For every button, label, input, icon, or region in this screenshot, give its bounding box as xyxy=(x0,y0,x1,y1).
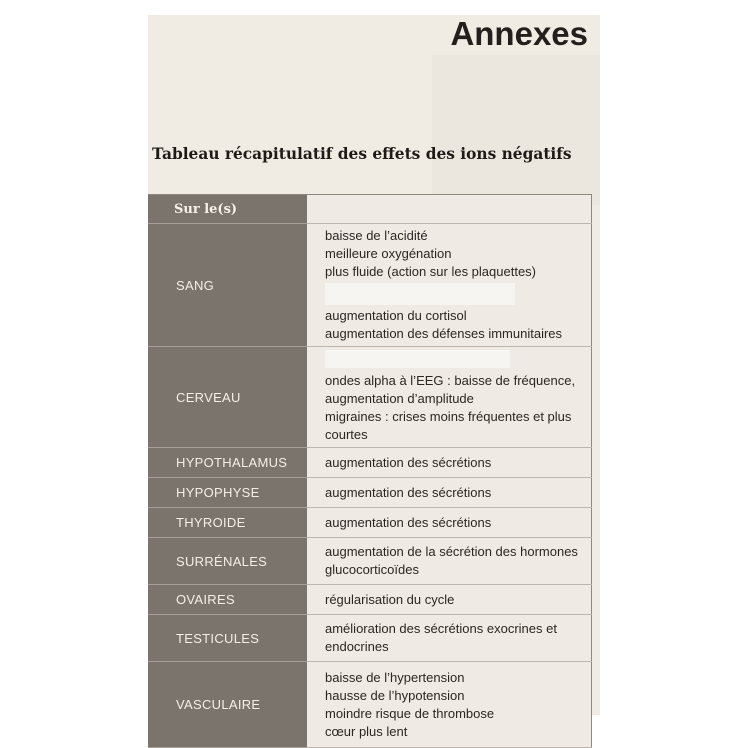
table-header-row xyxy=(148,195,591,224)
effect-item: augmentation des sécrétions xyxy=(325,484,492,500)
effect-item: cœur plus lent xyxy=(325,723,408,739)
organ-label: TESTICULES xyxy=(148,615,307,662)
effects-cell xyxy=(307,585,591,615)
effects-cell xyxy=(307,478,591,508)
table-row-thyroide xyxy=(148,508,591,538)
page-shade xyxy=(432,55,600,205)
effects-table xyxy=(148,194,592,748)
effect-item: régularisation du cycle xyxy=(325,591,455,607)
table-row-surrenales xyxy=(148,538,591,585)
blank-patch xyxy=(325,283,515,305)
organ-label: CERVEAU xyxy=(148,347,307,448)
effect-item: baisse de l’hypertension xyxy=(325,669,465,685)
organ-label: OVAIRES xyxy=(148,585,307,615)
table-row-cerveau xyxy=(148,347,591,448)
blank-patch xyxy=(325,350,510,368)
effect-item: hausse de l’hypotension xyxy=(325,687,465,703)
effects-cell xyxy=(307,615,591,662)
table-title: Tableau récapitulatif des effets des ions négatifs xyxy=(152,145,572,163)
effect-item: baisse de l’acidité xyxy=(325,228,428,243)
organ-label: HYPOPHYSE xyxy=(148,478,307,508)
effect-item: augmentation du cortisol xyxy=(325,308,467,323)
table-row-vasculaire xyxy=(148,662,591,748)
organ-label: HYPOTHALAMUS xyxy=(148,448,307,478)
section-title: Annexes xyxy=(450,15,588,52)
table-row-testicules xyxy=(148,615,591,662)
effect-item: meilleure oxygénation xyxy=(325,246,452,261)
effect-item: ondes alpha à l’EEG : baisse de fréquence, augmentation d’amplitude xyxy=(325,373,576,406)
column-header-organ: Sur le(s) xyxy=(148,195,307,224)
table-row-ovaires xyxy=(148,585,591,615)
effect-item: augmentation des sécrétions xyxy=(325,454,492,470)
effect-item: augmentation des défenses immunitaires xyxy=(325,326,563,341)
effects-cell xyxy=(307,662,591,748)
effects-cell xyxy=(307,347,591,448)
table-row-hypothalamus xyxy=(148,448,591,478)
book-page xyxy=(148,15,600,739)
organ-label: SURRÉNALES xyxy=(148,538,307,585)
organ-label: THYROIDE xyxy=(148,508,307,538)
table-row-hypophyse xyxy=(148,478,591,508)
effect-item: moindre risque de thrombose xyxy=(325,705,495,721)
table-row-sang xyxy=(148,224,591,347)
effects-cell xyxy=(307,538,591,585)
effect-item: augmentation de la sécrétion des hormones glucocorticoïdes xyxy=(325,544,578,577)
effects-cell xyxy=(307,224,591,347)
effects-cell xyxy=(307,448,591,478)
column-header-effects xyxy=(307,195,591,224)
organ-label: VASCULAIRE xyxy=(148,662,307,748)
organ-label: SANG xyxy=(148,224,307,347)
effect-item: augmentation des sécrétions xyxy=(325,514,492,530)
effect-item: plus fluide (action sur les plaquettes) xyxy=(325,264,537,279)
effect-item: amélioration des sécrétions exocrines et endocrines xyxy=(325,621,557,654)
effects-cell xyxy=(307,508,591,538)
effect-item: migraines : crises moins fréquentes et plus courtes xyxy=(325,409,572,442)
